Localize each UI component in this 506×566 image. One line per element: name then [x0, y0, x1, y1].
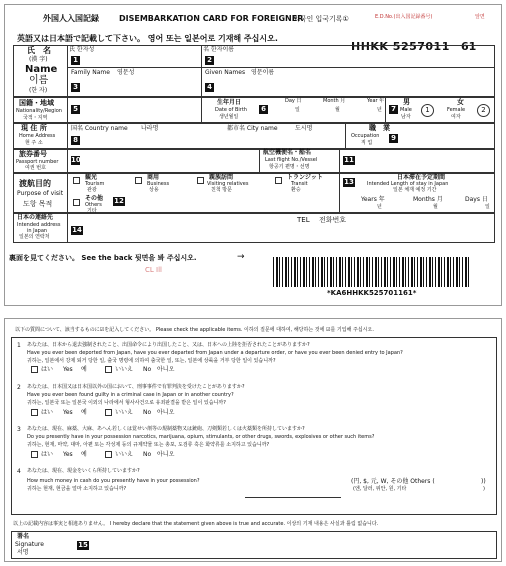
- japan-address-label-en2: in Japan: [27, 228, 48, 234]
- dob-day-kr: 일: [295, 107, 300, 113]
- q2-en: Have you ever been found guilty in a criminal case in Japan or in another country?: [27, 392, 234, 398]
- dob-day-label: Day 日: [285, 98, 302, 104]
- red-stamp: CL Ill: [145, 266, 162, 274]
- occupation-label-jp: 職 業: [369, 124, 390, 132]
- q2-yes-en: Yes: [63, 409, 73, 416]
- q1-number: 1: [17, 342, 21, 349]
- divider: [201, 97, 202, 123]
- name-label-en: Name: [25, 64, 58, 75]
- family-name-kr: 영문성: [117, 69, 135, 76]
- q1-en: Have you ever been deported from Japan, have you ever departed from Japan under a departure order, or have you ever been denied entry to Japan?: [27, 350, 403, 356]
- barcode: [273, 257, 469, 287]
- divider: [345, 123, 346, 149]
- q2-yes-jp: はい: [41, 409, 54, 416]
- nationality-label-kr: 국적・지역: [23, 115, 48, 121]
- divider: [67, 213, 68, 243]
- q1-no-en: No: [143, 366, 152, 373]
- q1-yes-en: Yes: [63, 366, 73, 373]
- arrow-right-icon: →: [237, 252, 245, 262]
- field-number-2: 2: [205, 56, 214, 65]
- flight-label-en: Last flight No./Vessel: [265, 157, 318, 163]
- given-names-kr: 영문이름: [251, 69, 275, 76]
- purpose-label-jp: 渡航目的: [19, 179, 51, 188]
- purpose-label-en: Purpose of visit: [17, 190, 64, 197]
- stay-months-kr: 월: [433, 204, 438, 210]
- signature-label-jp: 署名: [17, 533, 30, 540]
- japan-address-label-jp: 日本の連絡先: [17, 214, 54, 221]
- nationality-label-en: Nationality/Region: [16, 108, 62, 114]
- q1-kr: 귀하는, 일본에서 강제 퇴거 당한 일, 출국 명령에 의하여 출국한 일, 또는, 일본에 상륙을 거부 당한 일이 있습니까?: [27, 358, 276, 364]
- q1-yes-kr: 예: [81, 366, 87, 373]
- sex-male-jp: 男: [403, 98, 410, 106]
- field-number-12: 12: [114, 197, 124, 205]
- q1-no-kr: 아니오: [157, 366, 175, 373]
- declaration: 以上の記載内容は事実と相違ありません。 I hereby declare that the statement given above is true and accurate. 이상의 기재 내용은 사실과 틀림 없습니다.: [13, 521, 379, 527]
- stay-days-label: Days 日: [465, 196, 488, 203]
- signature-label-kr: 서명: [17, 549, 29, 556]
- sex-female-en: Female: [447, 107, 466, 113]
- dob-label-en: Date of Birth: [215, 107, 247, 113]
- passport-label-en: Passport number: [16, 159, 59, 165]
- q2-no-kr: 아니오: [157, 409, 175, 416]
- visiting-en: Visiting relatives: [207, 181, 249, 187]
- stay-label-kr: 일본 체재 예정 기간: [393, 187, 437, 193]
- transit-jp: トランジット: [287, 174, 323, 181]
- card-number: HHKK 5257011: [351, 40, 450, 53]
- currency-close: )): [481, 478, 486, 485]
- title-kr: 외국인 입국기록①: [293, 15, 349, 23]
- q2-no-checkbox[interactable]: [105, 409, 112, 416]
- name-label-jp: 氏 名: [27, 46, 51, 55]
- field-number-4: 4: [205, 83, 214, 92]
- sex-female-kr: 여자: [451, 114, 461, 120]
- transit-en: Transit: [291, 181, 308, 187]
- q3-yes-en: Yes: [63, 451, 73, 458]
- dob-month-kr: 월: [335, 107, 340, 113]
- tourism-checkbox[interactable]: [73, 177, 80, 184]
- stay-days-kr: 일: [485, 204, 490, 210]
- q4-number: 4: [17, 468, 21, 475]
- divider: [339, 173, 340, 213]
- dob-year-kr: 년: [377, 107, 382, 113]
- stay-years-label: Years 年: [361, 196, 385, 203]
- title-en: DISEMBARKATION CARD FOR FOREIGNER: [119, 14, 304, 23]
- visiting-jp: 親族訪問: [209, 174, 234, 181]
- others-checkbox[interactable]: [73, 199, 80, 206]
- tourism-en: Tourism: [85, 181, 105, 187]
- questions-intro: 以下の質問について、該当するものに☑を記入してください。 Please check the applicable items. 이하의 질문에 대하여, 해당하는 것에 ☑를 기입해 주십시오.: [15, 327, 374, 333]
- field-number-9: 9: [389, 134, 398, 143]
- dob-year-label: Year 年: [367, 98, 385, 104]
- divider: [259, 149, 260, 173]
- flight-label-jp: 航空機便名・船名: [263, 149, 312, 156]
- stay-months-label: Months 月: [413, 196, 443, 203]
- others-jp: その他: [85, 195, 104, 202]
- q1-no-checkbox[interactable]: [105, 366, 112, 373]
- see-back-note: 裏面を見てください。 See the back 뒷면을 봐 주십시오.: [9, 254, 197, 262]
- business-en: Business: [147, 181, 170, 187]
- front-side-note: 앞면: [475, 14, 485, 20]
- q2-no-jp: いいえ: [115, 409, 134, 416]
- tourism-kr: 관광: [87, 187, 97, 193]
- others-en: Others: [85, 202, 102, 208]
- card-suffix: 61: [461, 40, 477, 53]
- ed-number-note: E.D.No.(出入国記録番号): [375, 14, 433, 20]
- stay-label-jp: 日本滞在予定期間: [397, 174, 446, 181]
- field-number-13: 13: [344, 178, 354, 186]
- passport-label-jp: 旅券番号: [19, 150, 47, 158]
- dob-month-label: Month 月: [323, 98, 346, 104]
- business-checkbox[interactable]: [135, 177, 142, 184]
- q3-yes-jp: はい: [41, 451, 54, 458]
- tourism-jp: 観光: [85, 174, 98, 181]
- given-kanji-label: 名 한자이름: [203, 46, 235, 53]
- sex-male-en: Male: [400, 107, 412, 113]
- q3-no-jp: いいえ: [115, 451, 134, 458]
- q2-number: 2: [17, 384, 21, 391]
- q2-yes-checkbox[interactable]: [31, 409, 38, 416]
- q3-no-checkbox[interactable]: [105, 451, 112, 458]
- divider: [67, 45, 68, 97]
- flight-label-kr: 항공기 편명・선명: [269, 164, 310, 170]
- others-kr: 기타: [87, 208, 97, 214]
- q1-no-jp: いいえ: [115, 366, 134, 373]
- occupation-label-kr: 직 업: [361, 140, 373, 146]
- field-number-15: 15: [78, 541, 88, 549]
- field-number-7: 7: [389, 105, 398, 114]
- stay-years-kr: 년: [377, 204, 382, 210]
- divider: [201, 45, 202, 97]
- q2-yes-kr: 예: [81, 409, 87, 416]
- field-number-11: 11: [344, 156, 354, 164]
- divider: [67, 67, 495, 68]
- q3-kr: 귀하는, 현재, 마약, 대마, 아편 또는 각성제 등의 규제약물 또는 총포, 도검류 혹은 화약류를 소지하고 있습니까?: [27, 442, 270, 448]
- field-number-6: 6: [259, 105, 268, 114]
- q3-en: Do you presently have in your possession narcotics, marijuana, opium, stimulants, or other drugs, swords, explosives or other such items?: [27, 434, 375, 440]
- dob-label-kr: 생년월일: [219, 114, 239, 120]
- sex-male-option[interactable]: 1: [421, 104, 434, 117]
- signature-label-en: Signature: [15, 541, 44, 548]
- q4-jp: あなたは、現在、現金をいくら所持していますか?: [27, 468, 140, 474]
- sex-female-option[interactable]: 2: [477, 104, 490, 117]
- japan-address-label-en: Intended address: [17, 222, 61, 228]
- q3-jp: あなたは、現在、麻薬、大麻、あへん若しくは覚せい剤等の規制薬物又は銃砲、刀剣類若しくは火薬類を所持していますか?: [27, 426, 305, 432]
- name-label-kr: 이름: [29, 75, 49, 86]
- q1-jp: あなたは、日本から退去強制されたこと、出国命令により出国したこと、又は、日本への上陸を拒否されたことがありますか?: [27, 342, 310, 348]
- q3-no-en: No: [143, 451, 152, 458]
- purpose-label-kr: 도항 목적: [23, 200, 53, 208]
- divider: [339, 149, 340, 173]
- q3-number: 3: [17, 426, 21, 433]
- visiting-relatives-checkbox[interactable]: [197, 177, 204, 184]
- field-number-1: 1: [71, 56, 80, 65]
- address-label-jp: 現 住 所: [21, 124, 47, 132]
- family-name-label: Family Name: [71, 69, 110, 76]
- q4-en: How much money in cash do you presently have in your possession?: [27, 478, 200, 484]
- q2-no-en: No: [143, 409, 152, 416]
- instruction: 英語又は日本語で記載して下さい。 영어 또는 일본어로 기재해 주십시오.: [17, 34, 278, 43]
- transit-checkbox[interactable]: [275, 177, 282, 184]
- japan-address-row: [13, 213, 495, 243]
- tel-label-kr: 전화번호: [319, 216, 347, 224]
- q2-jp: あなたは、日本国又は日本国以外の国において、刑事事件で有罪判決を受けたことがありますか?: [27, 384, 245, 390]
- passport-row: [13, 149, 495, 173]
- transit-kr: 환승: [291, 187, 301, 193]
- surname-kanji-label: 氏 한자성: [69, 46, 95, 53]
- q1-yes-checkbox[interactable]: [31, 366, 38, 373]
- visiting-kr: 친척 방문: [211, 187, 232, 193]
- disembarkation-card-back: [4, 318, 502, 562]
- cash-amount-line[interactable]: [245, 497, 341, 498]
- divider: [385, 97, 386, 123]
- name-label-kr2: (한 자): [29, 87, 48, 94]
- field-number-10: 10: [71, 156, 81, 164]
- divider: [67, 123, 68, 149]
- q2-kr: 귀하는, 일본국 또는 일본국 이외의 나라에서 형사사건으로 유죄판결을 받은 일이 있습니까?: [27, 400, 226, 406]
- stay-label-en: Intended Length of stay in Japan: [367, 181, 449, 187]
- sex-male-kr: 남자: [401, 114, 411, 120]
- divider: [67, 173, 68, 213]
- field-number-5: 5: [71, 105, 80, 114]
- currency-close-kr: ): [483, 486, 485, 492]
- name-label-kanji: (漢 字): [29, 56, 48, 63]
- q3-yes-kr: 예: [81, 451, 87, 458]
- dob-label-jp: 生年月日: [217, 99, 242, 106]
- disembarkation-card-front: [4, 4, 502, 306]
- currency-options-kr: (엔, 달러, 위안, 원, 기타: [353, 486, 407, 492]
- business-kr: 상용: [149, 187, 159, 193]
- q3-yes-checkbox[interactable]: [31, 451, 38, 458]
- city-name-label: 都市名 City name: [227, 125, 278, 132]
- divider: [67, 149, 68, 173]
- q3-no-kr: 아니오: [157, 451, 175, 458]
- field-number-3: 3: [71, 83, 80, 92]
- q4-kr: 귀하는 현재, 현금을 얼마 소지하고 있습니까?: [27, 486, 127, 492]
- country-name-label: 国名 Country name: [71, 125, 128, 132]
- japan-address-label-kr: 일본의 연락처: [19, 234, 50, 240]
- field-number-8: 8: [71, 136, 80, 145]
- passport-label-kr: 여권 번호: [25, 165, 46, 171]
- divider: [67, 97, 68, 123]
- nationality-label-jp: 国籍・地域: [19, 99, 54, 107]
- title-jp: 外国人入国記録: [43, 14, 99, 23]
- occupation-label-en: Occupation: [351, 133, 380, 139]
- business-jp: 商用: [147, 174, 160, 181]
- address-label-en: Home Address: [19, 133, 56, 139]
- city-name-kr: 도시명: [295, 125, 313, 132]
- address-label-kr: 현 주 소: [25, 140, 43, 146]
- q1-yes-jp: はい: [41, 366, 54, 373]
- currency-options: (円, $, 元, W, その他 Others (: [351, 478, 435, 485]
- tel-label: TEL: [297, 216, 310, 224]
- country-name-kr: 나라명: [141, 125, 159, 132]
- field-number-14: 14: [72, 226, 82, 234]
- given-names-label: Given Names: [205, 69, 246, 76]
- barcode-text: *KA6HHKK525701161*: [327, 289, 417, 297]
- sex-female-jp: 女: [457, 98, 464, 106]
